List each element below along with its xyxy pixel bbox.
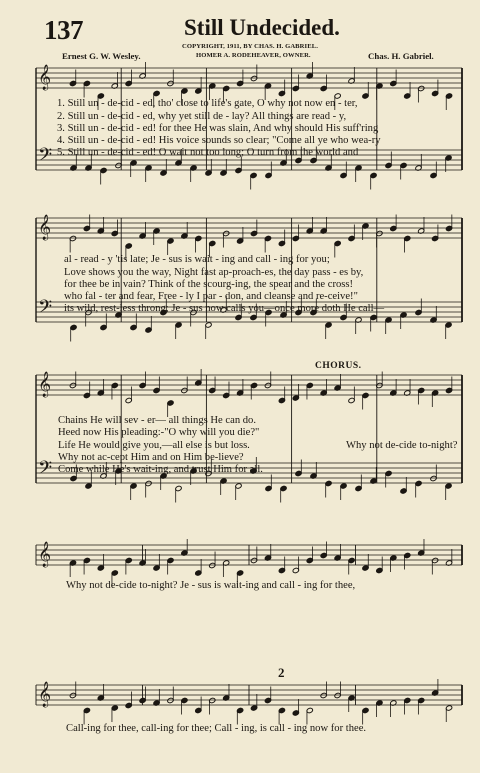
system-2-treble-clef-icon: 𝄞 xyxy=(38,215,52,240)
author-credit: Ernest G. W. Wesley. xyxy=(62,51,141,61)
s3-verse-line-1: Chains He will sev - er— all things He can do. xyxy=(58,415,257,426)
s4-chorus-line: Why not de-cide to-night? Je - sus is wait-ing and call - ing for thee, xyxy=(66,580,356,591)
s3-verse-line-5: Come while He's wait-ing, and trust Him for all. xyxy=(58,464,263,475)
s1-verse-line-5: 5. Still un - de-cid - ed! O wait not too long; O turn from the world and xyxy=(57,147,359,158)
system-4-treble-clef-icon: 𝄞 xyxy=(38,542,52,567)
system-1-treble-clef-icon: 𝄞 xyxy=(38,65,52,90)
ending-number: 2 xyxy=(278,665,285,680)
s2-verse-line-1: al - read - y 'tis late; Je - sus is wait - ing and call - ing for you; xyxy=(64,254,330,265)
s3-chorus-text: Why not de-cide to-night? xyxy=(346,440,458,451)
s1-verse-line-1: 1. Still un - de-cid - ed, tho' close to life's gate, O why not now en - ter, xyxy=(57,98,358,109)
chorus-label: CHORUS. xyxy=(315,361,362,371)
s2-verse-line-3: for thee be in vain? Think of the scourg-ing, the spear and the cross! xyxy=(64,279,354,290)
s2-verse-line-4: who fal - ter and fear, Free - ly I par - don, and cleanse and re-ceive!" xyxy=(64,291,358,302)
system-3-bass-clef-icon: 𝄢 xyxy=(38,458,53,483)
s1-verse-line-2: 2. Still un - de-cid - ed, why yet still de - lay? All things are read - y, xyxy=(57,111,347,122)
system-2-bass-clef-icon: 𝄢 xyxy=(38,297,53,322)
s1-verse-line-4: 4. Still un - de-cid - ed! His voice sounds so clear; "Come all ye who wea-ry xyxy=(57,135,381,146)
s2-verse-line-2: Love shows you the way, Night fast ap-proach-es, the day pass - es by, xyxy=(64,267,364,278)
s2-verse-line-5: its wild, rest-less throng; Je - sus now calls you—once more doth He call— xyxy=(64,303,385,314)
s3-verse-line-2: Heed now His pleading:-"O why will you die?" xyxy=(58,427,260,438)
system-3-treble-clef-icon: 𝄞 xyxy=(38,372,52,397)
system-1-bass-clef-icon: 𝄢 xyxy=(38,145,53,170)
copyright-line-2: HOMER A. RODEHEAVER, OWNER. xyxy=(196,52,311,59)
s3-verse-line-3: Life He would give you,—all else is but loss. xyxy=(58,440,250,451)
s3-verse-line-4: Why not ac-cept Him and on Him be-lieve? xyxy=(58,452,244,463)
hymn-title: Still Undecided. xyxy=(184,15,340,40)
copyright-line-1: COPYRIGHT, 1911, BY CHAS. H. GABRIEL. xyxy=(182,43,318,50)
system-5-treble-clef-icon: 𝄞 xyxy=(38,682,52,707)
s5-chorus-line: Call-ing for thee, call-ing for thee; Call - ing, is call - ing now for thee. xyxy=(66,723,367,734)
hymn-number: 137 xyxy=(44,15,83,45)
s1-verse-line-3: 3. Still un - de-cid - ed! for thee He was slain, And why should His suff'ring xyxy=(57,123,379,134)
composer-credit: Chas. H. Gabriel. xyxy=(368,51,434,61)
